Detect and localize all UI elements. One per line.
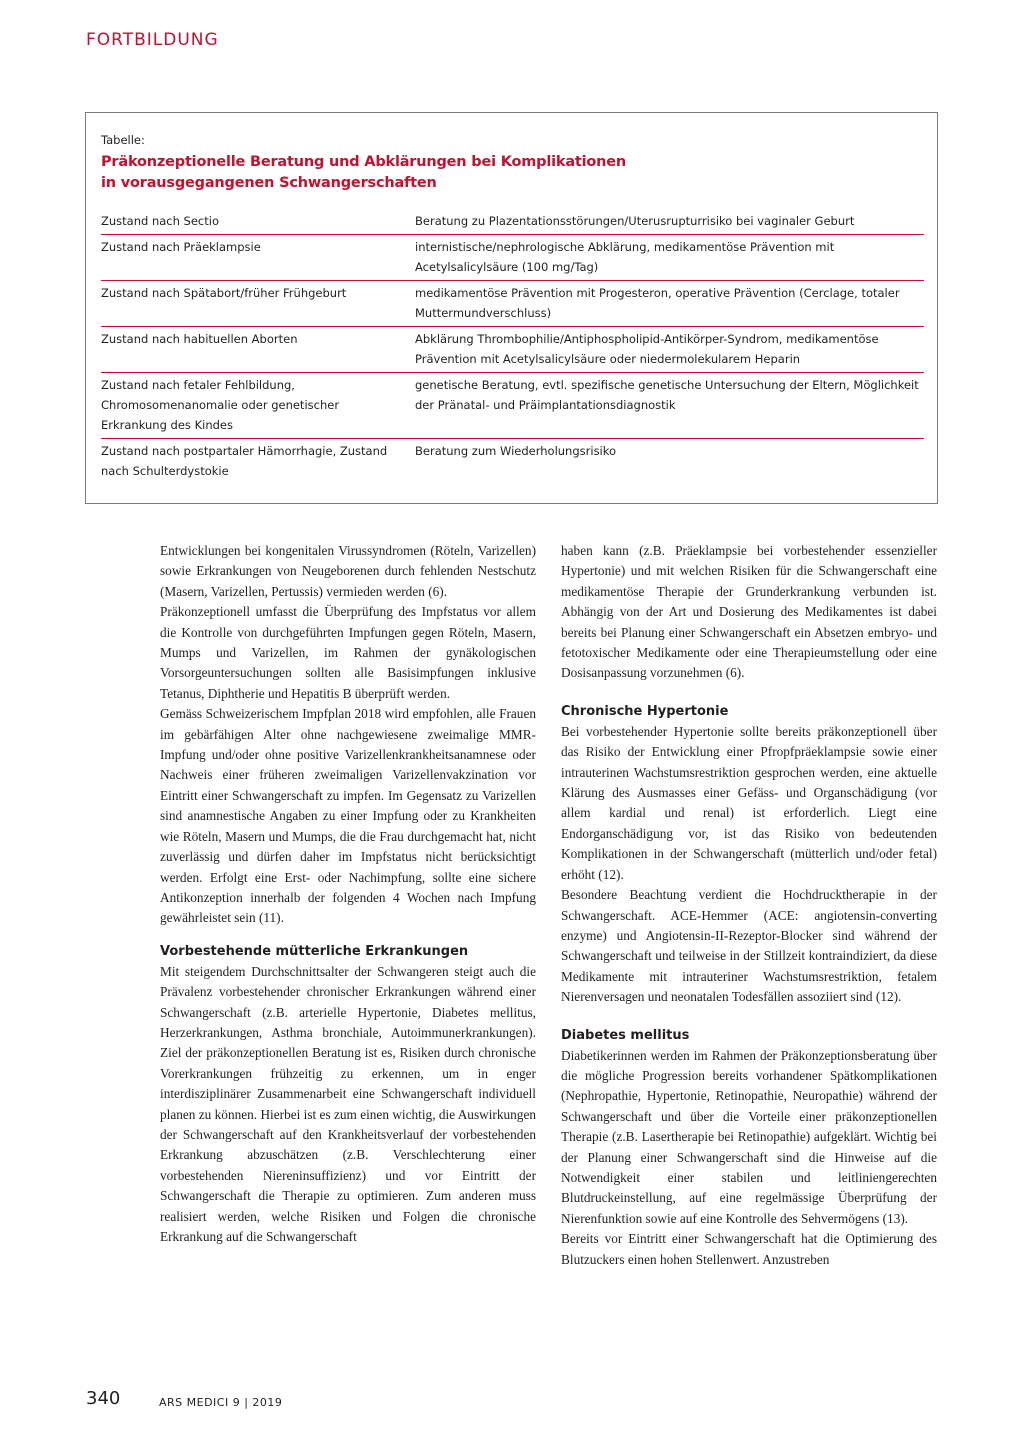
- paragraph: Besondere Beachtung verdient die Hochdrucktherapie in der Schwangerschaft. ACE-Hemmer (ACE: angiotensin-converting enzyme) und Angiotensin-II-Rezeptor-Blocker sind während der Schwangerschaft und teilweise in der Stillzeit kontraindiziert, da diese Medikamente mit intrauteriner Wachstumsrestriktion, fetalem Nierenversagen und neonatalen Todesfällen assoziiert sind (12).: [561, 887, 937, 1005]
- table-cell-condition: Zustand nach habituellen Aborten: [101, 332, 298, 346]
- table-body: [101, 211, 924, 484]
- table-cell-advice: genetische Beratung, evtl. spezifische genetische Untersuchung der Eltern, Möglichkeit der Pränatal- und Präimplantationsdiagnostik: [415, 378, 919, 412]
- table-row: [101, 373, 924, 439]
- table-cell-condition: Zustand nach Sectio: [101, 214, 219, 228]
- table-cell-advice: medikamentöse Prävention mit Progesteron, operative Prävention (Cerclage, totaler Muttermundverschluss): [415, 286, 900, 320]
- right-column: [561, 541, 937, 1270]
- paragraph: Diabetikerinnen werden im Rahmen der Präkonzeptionsberatung über die mögliche Progression bereits vorhandener Spätkomplikationen (Nephropathie, Hypertonie, Retinopathie, Neuropathie) während der Schwangerschaft und über die Vorteile einer präkonzeptionellen Therapie (z.B. Lasertherapie bei Retinopathie) aufgeklärt. Wichtig bei der Planung einer Schwangerschaft sind die Hinweise auf die Notwendigkeit einer stabilen und leitliniengerechten Blutdruckeinstellung, auf eine regelmässige Überprüfung der Nierenfunktion sowie auf eine Kontrolle des Sehvermögens (13).: [561, 1047, 937, 1226]
- table-row: [101, 281, 924, 327]
- table-cell-advice: Beratung zum Wiederholungsrisiko: [415, 444, 617, 458]
- paragraph: haben kann (z.B. Präeklampsie bei vorbestehender essenzieller Hypertonie) und mit welchen Risiken für die Schwangerschaft eine medikamentöse Therapie der Grunderkrankung verbunden ist. Abhängig von der Art und Dosierung des Medikamentes ist dabei bereits bei Planung einer Schwangerschaft ein Absetzen embryo- und fetotoxischer Medikamente oder eine Therapieumstellung oder eine Dosisanpassung vorzunehmen (6).: [561, 543, 937, 681]
- table-cell-condition: Zustand nach Spätabort/früher Frühgeburt: [101, 286, 347, 300]
- paragraph: Bei vorbestehender Hypertonie sollte bereits präkonzeptionell über das Risiko der Entwicklung einer Pfropfpräeklampsie sowie einer intrauterinen Wachstumsrestriktion gesprochen werden, eine aktuelle Klärung des Ausmasses einer Gefäss- und Organschädigung (vor allem kardial und renal) ist erforderlich. Liegt eine Endorganschädigung vor, ist das Risiko von bedeutenden Komplikationen in der Schwangerschaft (mütterlich und/oder fetal) erhöht (12).: [561, 723, 937, 882]
- table-title: [101, 152, 801, 194]
- section-heading: Vorbestehende mütterliche Erkrankungen: [160, 943, 469, 959]
- paragraph: Gemäss Schweizerischem Impfplan 2018 wird empfohlen, alle Frauen im gebärfähigen Alter ohne nachgewiesene zweimalige MMR-Impfung und/oder ohne positive Varizellenkrankheitsanamnese oder Nachweis einer früheren zweimaligen Varizellenvakzination vor Eintritt einer Schwangerschaft zu impfen. Im Gegensatz zu Varizellen sind anamnestische Angaben zu einer Impfung oder zu Krankheiten wie Röteln, Masern und Mumps, die die Frau durchgemacht hat, nicht zuverlässig und dürfen daher im Impfstatus nicht berücksichtigt werden. Erfolgt eine Erst- oder Nachimpfung, sollte eine sichere Antikonzeption innerhalb der folgenden 4 Wochen nach Impfung gewährleistet sein (11).: [160, 706, 536, 926]
- journal-name: ARS MEDICI 9 | 2019: [159, 1396, 283, 1409]
- left-column: [160, 541, 536, 1247]
- table-title-line-1: Präkonzeptionelle Beratung und Abklärungen bei Komplikationen: [101, 154, 627, 170]
- table-row: [101, 235, 924, 281]
- table-cell-condition: Zustand nach postpartaler Hämorrhagie, Zustand nach Schulterdystokie: [101, 444, 388, 478]
- info-table: [85, 112, 938, 504]
- table-title-line-2: in vorausgegangenen Schwangerschaften: [101, 175, 437, 191]
- table-label: Tabelle:: [101, 133, 145, 147]
- table-cell-advice: internistische/nephrologische Abklärung, medikamentöse Prävention mit Acetylsalicylsäure (100 mg/Tag): [415, 240, 835, 274]
- table-cell-advice: Beratung zu Plazentationsstörungen/Uterusrupturrisiko bei vaginaler Geburt: [415, 214, 855, 228]
- paragraph: Bereits vor Eintritt einer Schwangerschaft hat die Optimierung des Blutzuckers einen hohen Stellenwert. Anzustreben: [561, 1231, 937, 1267]
- paragraph: Mit steigendem Durchschnittsalter der Schwangeren steigt auch die Prävalenz vorbestehender chronischer Erkrankungen während einer Schwangerschaft (z.B. arterielle Hypertonie, Diabetes mellitus, Herzerkrankungen, Asthma bronchiale, Autoimmunerkrankungen). Ziel der präkonzeptionellen Beratung ist es, Risiken durch chronische Vorerkrankungen frühzeitig zu erkennen, um in enger interdisziplinärer Zusammenarbeit eine Schwangerschaft individuell planen zu können. Hierbei ist es zum einen wichtig, die Auswirkungen der Schwangerschaft auf den Krankheitsverlauf der vorbestehenden Erkrankung abzuschätzen (z.B. Verschlechterung einer vorbestehenden Niereninsuffizienz) und vor Eintritt der Schwangerschaft die Therapie zu optimieren. Zum anderen muss realisiert werden, welche Risiken und Folgen die chronische Erkrankung auf die Schwangerschaft: [160, 963, 536, 1244]
- table-row: [101, 327, 924, 373]
- section-label: FORTBILDUNG: [86, 30, 219, 50]
- paragraph: Präkonzeptionell umfasst die Überprüfung des Impfstatus vor allem die Kontrolle von durchgeführten Impfungen gegen Röteln, Masern, Mumps und Varizellen, im Rahmen der gynäkologischen Vorsorgeuntersuchungen sollten alle Basisimpfungen inklusive Tetanus, Diphtherie und Hepatitis B überprüft werden.: [160, 604, 536, 701]
- table-cell-condition: Zustand nach fetaler Fehlbildung, Chromosomenanomalie oder genetischer Erkrankung des Kindes: [101, 378, 340, 432]
- page-number: 340: [86, 1388, 121, 1409]
- section-heading: Chronische Hypertonie: [561, 703, 729, 719]
- table-row: [101, 211, 924, 235]
- table-cell-advice: Abklärung Thrombophilie/Antiphospholipid-Antikörper-Syndrom, medikamentöse Prävention mit Acetylsalicylsäure oder niedermolekularem Heparin: [415, 332, 879, 366]
- table-cell-condition: Zustand nach Präeklampsie: [101, 240, 261, 254]
- section-heading: Diabetes mellitus: [561, 1027, 690, 1043]
- table-row: [101, 439, 924, 484]
- paragraph: Entwicklungen bei kongenitalen Virussyndromen (Röteln, Varizellen) sowie Erkrankungen von Neugeborenen durch fehlenden Nestschutz (Masern, Varizellen, Pertussis) vermieden werden (6).: [160, 543, 536, 599]
